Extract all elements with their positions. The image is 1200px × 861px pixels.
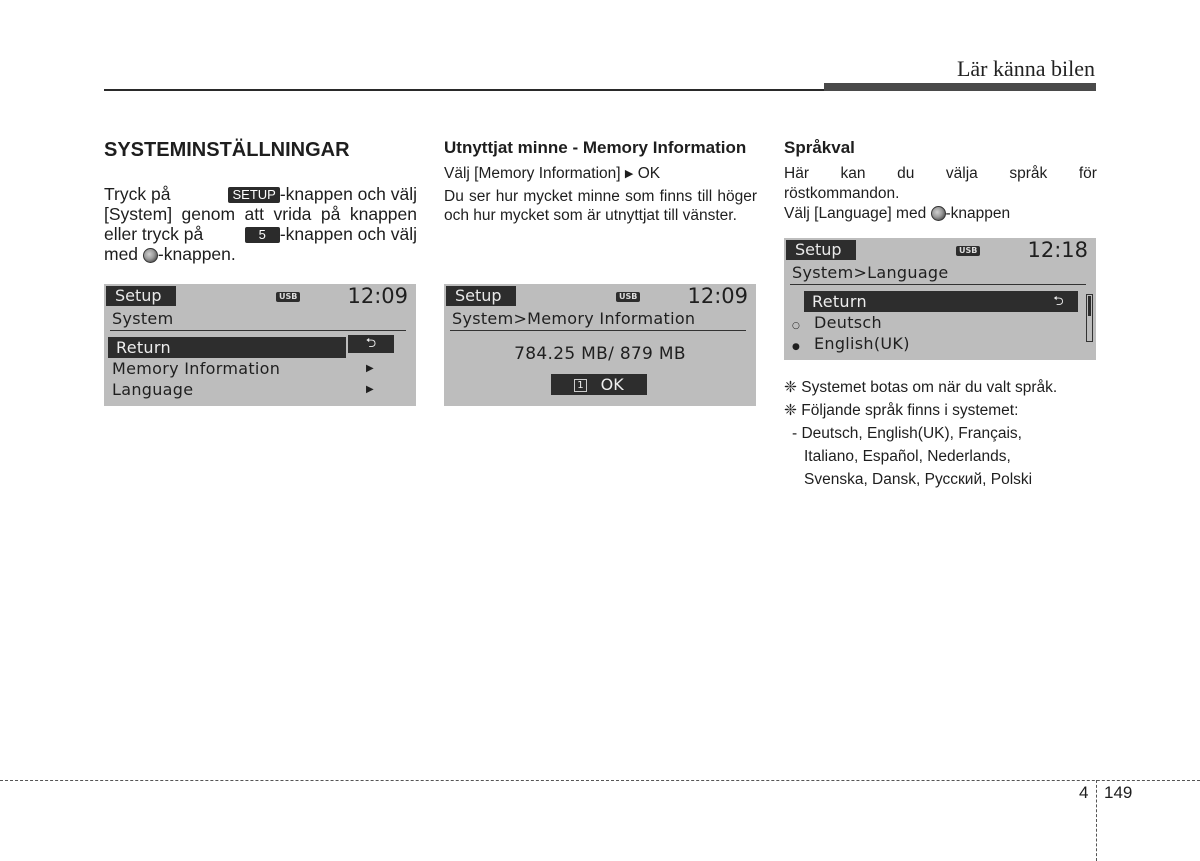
scrollbar[interactable] (1086, 294, 1093, 342)
description-line-3 (784, 204, 1097, 224)
language-description (784, 164, 1097, 224)
memory-usage-value: 784.25 MB/ 879 MB (514, 344, 686, 364)
menu-item-memory-information[interactable] (104, 358, 416, 379)
button-number-icon: 1 (574, 379, 586, 392)
language-label: English(UK) (814, 334, 910, 353)
text-fragment (228, 184, 417, 204)
menu-item-label: Language (112, 380, 194, 399)
screen-mode-tag: Setup (786, 240, 856, 260)
instruction-line-3 (104, 224, 417, 244)
column-language (784, 138, 1097, 224)
screen-path: System>Language (792, 263, 949, 282)
ok-button[interactable] (551, 374, 647, 395)
note-languages: ❈ Följande språk finns i systemet: (784, 402, 1019, 419)
screen-mode-tag: Setup (446, 286, 516, 306)
screen-language-menu (784, 238, 1096, 360)
chevron-right-icon: ▶ (366, 363, 374, 374)
ok-label: OK (600, 375, 624, 394)
screen-header (444, 284, 756, 306)
text-fragment: -knappen. (157, 244, 236, 264)
section-heading: Utnyttjat minne - Memory Information (444, 138, 747, 157)
language-option-deutsch[interactable] (784, 312, 1096, 333)
number-5-key-icon: 5 (245, 227, 280, 243)
word: välja (945, 165, 978, 182)
menu-item-label: Return (812, 292, 867, 311)
back-icon: ⮌ (1053, 294, 1064, 309)
language-notes (784, 376, 1104, 491)
screen-system-menu (104, 284, 416, 406)
footer-divider (1096, 780, 1097, 861)
text-fragment: med (104, 244, 139, 264)
screen-memory-information (444, 284, 756, 406)
word: språk (1009, 165, 1048, 182)
instruction-select (444, 164, 757, 185)
memory-description: Du ser hur mycket minne som finns till höger och hur mycket som är utnyttjat till vänster. (444, 187, 757, 224)
tune-knob-icon (931, 206, 946, 221)
language-list-line: Svenska, Dansk, Русский, Polski (804, 471, 1033, 488)
text-fragment: OK (637, 165, 661, 182)
section-heading: SYSTEMINSTÄLLNINGAR (104, 139, 350, 161)
menu-item-return[interactable] (108, 337, 346, 358)
page-number: 149 (1104, 783, 1133, 802)
screen-header (784, 238, 1096, 260)
text-fragment: -knappen och välj (279, 224, 417, 244)
instruction-line-1 (104, 184, 417, 204)
screen-header (104, 284, 416, 306)
footer-rule (0, 780, 1200, 781)
column-system-settings (104, 138, 417, 264)
menu-item-language[interactable] (104, 379, 416, 400)
back-icon[interactable]: ⮌ (348, 335, 394, 353)
menu-item-label: Return (116, 338, 171, 357)
chapter-number: 4 (1079, 783, 1089, 802)
tune-knob-icon (143, 248, 158, 263)
screen-mode-tag: Setup (106, 286, 176, 306)
column-memory-information (444, 138, 757, 226)
screen-clock: 12:09 (687, 284, 748, 308)
text-fragment: Välj [Memory Information] (444, 165, 621, 182)
usb-icon: USB (956, 246, 980, 256)
screen-divider (450, 330, 746, 331)
word: kan (840, 165, 866, 182)
screen-path: System (112, 309, 174, 328)
description-line-1 (784, 164, 1097, 184)
radio-selected-icon: ● (792, 342, 801, 352)
radio-unselected-icon: ○ (792, 321, 801, 331)
chevron-right-icon: ▶ (366, 384, 374, 395)
chapter-title: Lär känna bilen (956, 56, 1095, 81)
section-heading: Språkval (784, 138, 855, 157)
menu-item-return[interactable] (804, 291, 1078, 312)
text-fragment: Tryck på (104, 184, 171, 204)
language-list-line: - Deutsch, English(UK), Français, (792, 425, 1022, 442)
usb-icon: USB (616, 292, 640, 302)
language-option-english-uk[interactable] (784, 333, 1096, 354)
text-fragment (245, 224, 417, 244)
instructions-system (104, 184, 417, 264)
text-fragment: Välj [Language] med (784, 205, 927, 222)
note-restart: ❈ Systemet botas om när du valt språk. (784, 379, 1058, 396)
instruction-line-4 (104, 244, 417, 264)
word: du (897, 165, 915, 182)
text-fragment: eller tryck på (104, 224, 204, 244)
header-rule (104, 89, 824, 91)
language-list-line: Italiano, Español, Nederlands, (804, 448, 1011, 465)
screen-clock: 12:09 (347, 284, 408, 308)
screen-path: System>Memory Information (452, 309, 696, 328)
menu-item-label: Memory Information (112, 359, 281, 378)
setup-key-icon: SETUP (228, 187, 279, 203)
text-fragment: -knappen och välj (279, 184, 417, 204)
header-rule-accent (824, 83, 1096, 91)
scrollbar-thumb[interactable] (1088, 296, 1091, 316)
text-fragment: -knappen (945, 205, 1011, 222)
instruction-line-2: [System] genom att vrida på knappen (104, 204, 417, 224)
description-line-2: röstkommandon. (784, 184, 900, 202)
language-label: Deutsch (814, 313, 882, 332)
screen-clock: 12:18 (1027, 238, 1088, 262)
word: för (1078, 165, 1097, 182)
word: Här (784, 165, 809, 182)
usb-icon: USB (276, 292, 300, 302)
arrow-right-icon: ▶ (624, 168, 634, 180)
